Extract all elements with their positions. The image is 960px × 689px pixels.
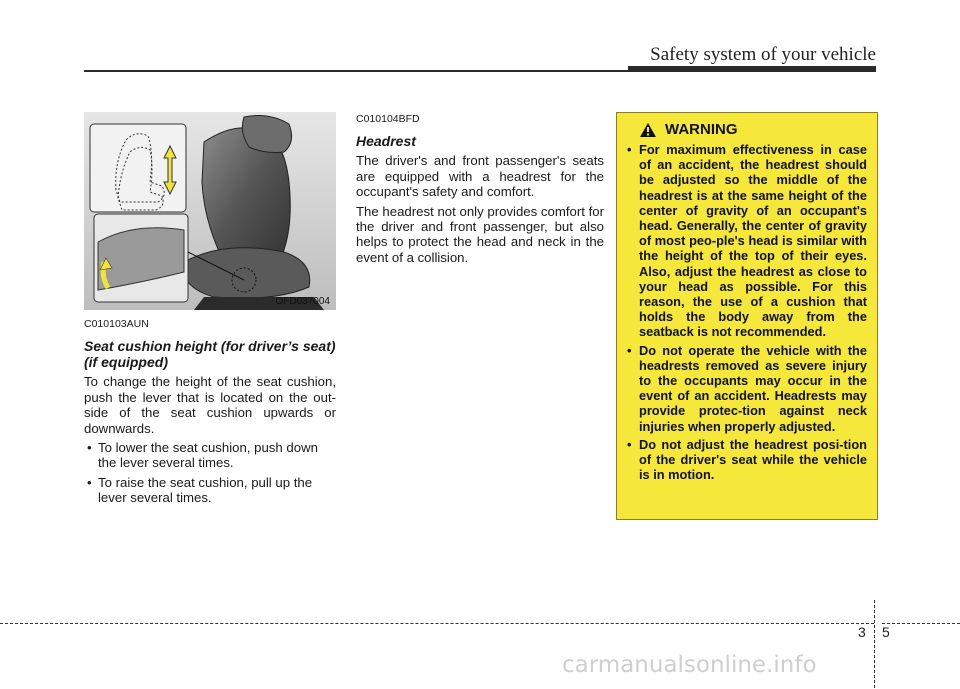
- page-number: 5: [882, 624, 890, 640]
- section-title: Safety system of your vehicle: [650, 44, 876, 65]
- header-rule-accent: [628, 66, 876, 72]
- footer-divider: [874, 600, 875, 688]
- warning-header: [639, 121, 867, 138]
- list-item: • To raise the seat cushion, pull up the lever several times.: [84, 475, 336, 506]
- section-code: C010103AUN: [84, 318, 149, 330]
- warning-item: • For maximum effectiveness in case of an accident, the headrest should be adjusted so the middle of the headrest is at the same height of the center of gravity of an occupant's head. Generally, the center of gravity of most peo-ple's head is similar with the height of the top of their eyes. Also, adjust the headrest as close to your head as possible. For this reason, the use of a cushion that holds the body away from the seatback is not recommended.: [625, 142, 867, 340]
- chapter-number: 3: [858, 624, 866, 640]
- warning-title: WARNING: [665, 121, 738, 138]
- section-code: C010104BFD: [356, 113, 420, 125]
- watermark: carmanualsonline.info: [562, 652, 817, 678]
- heading-line-2: (if equipped): [84, 354, 168, 371]
- footer-rule-left: [0, 623, 874, 624]
- warning-item: • Do not operate the vehicle with the headrests removed as severe injury to the occupants may occur in the event of an accident. Headrests may provide protec-tion against neck injuries when properly adjusted.: [625, 343, 867, 434]
- warning-item: • Do not adjust the headrest posi-tion of the driver's seat while the vehicle is in motion.: [625, 437, 867, 483]
- section-heading: [84, 338, 336, 370]
- seat-illustration: [84, 112, 336, 310]
- warning-triangle-icon: [639, 122, 657, 138]
- heading-line-1: Seat cushion height (for driver’s seat): [84, 338, 336, 355]
- seat-drawing: [84, 112, 336, 310]
- section-paragraph: To change the height of the seat cushion, push the lever that is located on the out-side of the seat cushion upwards or downwards.: [84, 374, 336, 436]
- section-paragraph: The headrest not only provides comfort for the driver and front passenger, but also helps to protect the head and neck in the event of a collision.: [356, 203, 604, 265]
- list-item: • To lower the seat cushion, push down the lever several times.: [84, 440, 336, 471]
- seat-cushion-section: [84, 317, 336, 510]
- section-paragraph: The driver's and front passenger's seats are equipped with a headrest for the occupant's safety and comfort.: [356, 153, 604, 200]
- headrest-section: [356, 112, 604, 269]
- figure-code: OFD037004: [275, 296, 330, 307]
- warning-box: [616, 112, 878, 520]
- section-heading: Headrest: [356, 133, 416, 150]
- footer-rule-right: [882, 623, 960, 624]
